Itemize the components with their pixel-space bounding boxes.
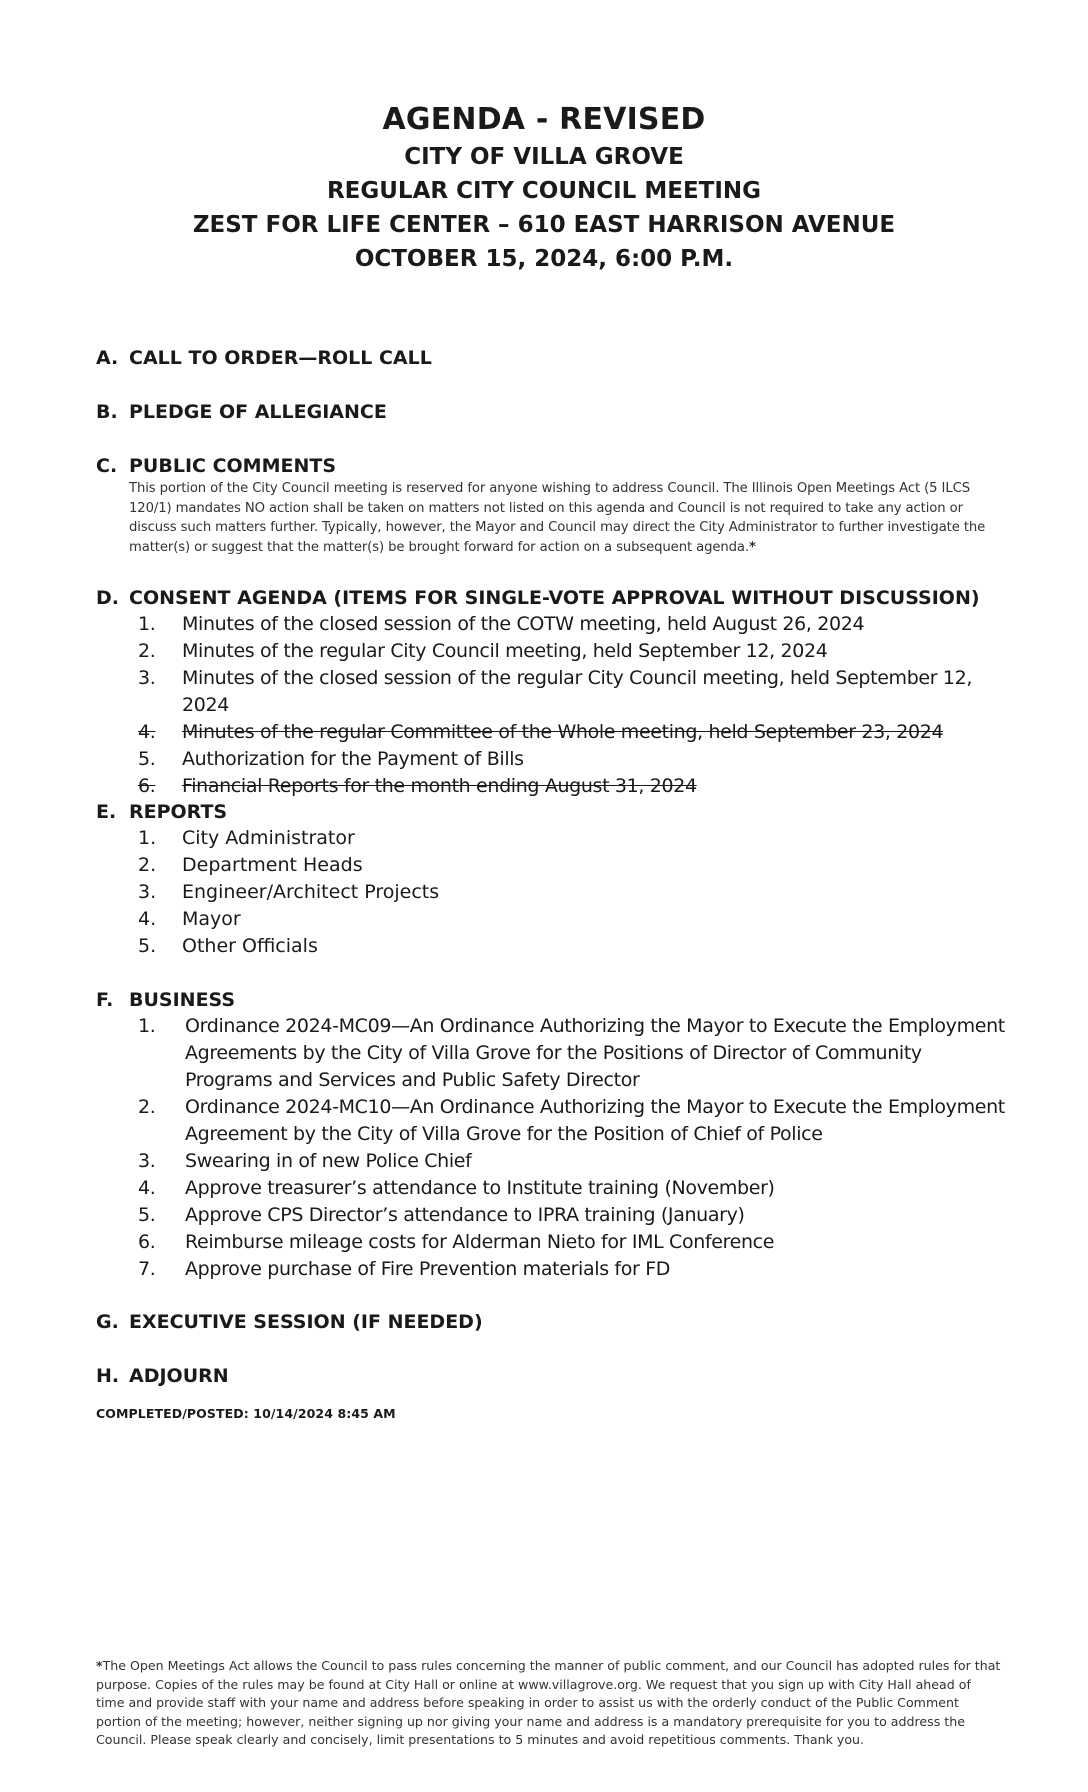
item-text: City Administrator (182, 827, 355, 849)
section-letter: E. (96, 801, 117, 823)
item-number: 3. (138, 881, 157, 903)
footnote-marker: * (96, 1658, 103, 1673)
item-text: Engineer/Architect Projects (182, 881, 440, 903)
item-number: 3. (138, 667, 156, 689)
section-public-comments (96, 453, 1006, 557)
item-text: Ordinance 2024-MC10—An Ordinance Authorizing the Mayor to Execute the Employment Agreement by the City of Villa Grove for the Position of Chief of Police (185, 1096, 1005, 1145)
item-number: 1. (138, 827, 157, 849)
public-comments-note (129, 479, 1006, 557)
section-title: BUSINESS (129, 989, 236, 1011)
section-letter: H. (96, 1365, 120, 1387)
item-text: Ordinance 2024-MC09—An Ordinance Authorizing the Mayor to Execute the Employment Agreements by the City of Villa Grove for the Positions of Director of Community Programs and Services and Public Safety Director (185, 1015, 1005, 1091)
item-text: Minutes of the regular City Council meeting, held September 12, 2024 (182, 640, 828, 662)
list-item (96, 746, 1006, 773)
item-number: 1. (138, 1015, 156, 1037)
item-number: 4. (138, 1177, 156, 1199)
item-text: Mayor (182, 908, 241, 930)
list-item-struck (96, 773, 1006, 800)
section-letter: D. (96, 587, 119, 609)
city-name: CITY OF VILLA GROVE (404, 144, 684, 170)
list-item (96, 1229, 1006, 1256)
list-item-struck (96, 719, 1006, 746)
section-title: PLEDGE OF ALLEGIANCE (129, 401, 387, 423)
item-number: 2. (138, 854, 157, 876)
list-item (96, 1175, 1006, 1202)
section-title: REPORTS (129, 801, 228, 823)
section-letter: G. (96, 1311, 119, 1333)
item-number: 5. (138, 748, 156, 770)
item-text: Swearing in of new Police Chief (185, 1150, 472, 1172)
section-adjourn (96, 1363, 1006, 1389)
item-number: 2. (138, 640, 156, 662)
item-number: 5. (138, 1204, 156, 1226)
footnote-marker: * (749, 539, 756, 555)
item-text: Department Heads (182, 854, 363, 876)
section-pledge (96, 399, 1006, 425)
item-text: Minutes of the closed session of the regular City Council meeting, held September 12, 2024 (182, 667, 973, 716)
list-item (96, 638, 1006, 665)
item-text: Approve purchase of Fire Prevention materials for FD (185, 1258, 671, 1280)
note-text: This portion of the City Council meeting is reserved for anyone wishing to address Council. The Illinois Open Meetings Act (5 ILCS 120/1) mandates NO action shall be taken on matters not listed on this agenda and Council is not required to take any action or discuss such matters further. Typically, however, the Mayor and Council may direct the City Administrator to further investigate the matter(s) or suggest that the matter(s) be brought forward for action on a subsequent agenda. (129, 481, 986, 555)
section-title: CALL TO ORDER—ROLL CALL (129, 347, 432, 369)
item-number: 1. (138, 613, 156, 635)
meeting-location: ZEST FOR LIFE CENTER – 610 EAST HARRISON AVENUE (192, 212, 896, 238)
item-number: 4. (138, 908, 157, 930)
list-item (96, 825, 1006, 852)
list-item (96, 1256, 1006, 1283)
item-number: 5. (138, 935, 157, 957)
agenda-title: AGENDA - REVISED (382, 102, 706, 137)
item-number: 7. (138, 1258, 156, 1280)
list-item (96, 665, 1006, 719)
item-text: Reimburse mileage costs for Alderman Nieto for IML Conference (185, 1231, 775, 1253)
item-number: 6. (138, 775, 156, 797)
list-item (96, 1202, 1006, 1229)
section-consent-agenda (96, 585, 1006, 800)
item-text: Minutes of the regular Committee of the Whole meeting, held September 23, 2024 (182, 721, 944, 743)
list-item (96, 1094, 1006, 1148)
section-letter: C. (96, 455, 118, 477)
section-executive-session (96, 1309, 1006, 1335)
completed-posted-stamp: COMPLETED/POSTED: 10/14/2024 8:45 AM (96, 1406, 396, 1421)
business-list (96, 1013, 1006, 1283)
item-number: 3. (138, 1150, 156, 1172)
item-text: Authorization for the Payment of Bills (182, 748, 524, 770)
meeting-datetime: OCTOBER 15, 2024, 6:00 P.M. (354, 246, 734, 272)
section-title: ADJOURN (129, 1365, 229, 1387)
section-letter: A. (96, 347, 119, 369)
section-call-to-order (96, 345, 1006, 371)
agenda-header (0, 100, 1088, 276)
footnote-text: The Open Meetings Act allows the Council to pass rules concerning the manner of public comment, and our Council has adopted rules for that purpose. Copies of the rules may be found at City Hall or online at www.villagrove.org. We request that you sign up with City Hall ahead of time and provide staff with your name and address before speaking in order to assist us with the orderly conduct of the Public Comment portion of the meeting; however, neither signing up nor giving your name and address is a mandatory prerequisite for you to address the Council. Please speak clearly and concisely, limit presentations to 5 minutes and avoid repetitious comments. Thank you. (96, 1658, 1001, 1748)
section-letter: B. (96, 401, 118, 423)
list-item (96, 906, 1006, 933)
list-item (96, 1013, 1006, 1094)
section-title: CONSENT AGENDA (ITEMS FOR SINGLE-VOTE APPROVAL WITHOUT DISCUSSION) (129, 587, 980, 609)
list-item (96, 1148, 1006, 1175)
reports-list (96, 825, 1006, 960)
item-number: 4. (138, 721, 156, 743)
list-item (96, 611, 1006, 638)
item-number: 6. (138, 1231, 156, 1253)
item-text: Other Officials (182, 935, 318, 957)
section-business (96, 987, 1006, 1283)
item-number: 2. (138, 1096, 156, 1118)
list-item (96, 933, 1006, 960)
section-reports (96, 799, 1006, 960)
list-item (96, 879, 1006, 906)
section-letter: F. (96, 989, 114, 1011)
meeting-type: REGULAR CITY COUNCIL MEETING (326, 178, 762, 204)
section-title: PUBLIC COMMENTS (129, 455, 337, 477)
item-text: Minutes of the closed session of the COTW meeting, held August 26, 2024 (182, 613, 865, 635)
section-title: EXECUTIVE SESSION (IF NEEDED) (129, 1311, 483, 1333)
list-item (96, 852, 1006, 879)
item-text: Approve CPS Director’s attendance to IPRA training (January) (185, 1204, 745, 1226)
consent-agenda-list (96, 611, 1006, 800)
footnote (96, 1657, 1002, 1750)
item-text: Approve treasurer’s attendance to Institute training (November) (185, 1177, 775, 1199)
item-text: Financial Reports for the month ending August 31, 2024 (182, 775, 697, 797)
